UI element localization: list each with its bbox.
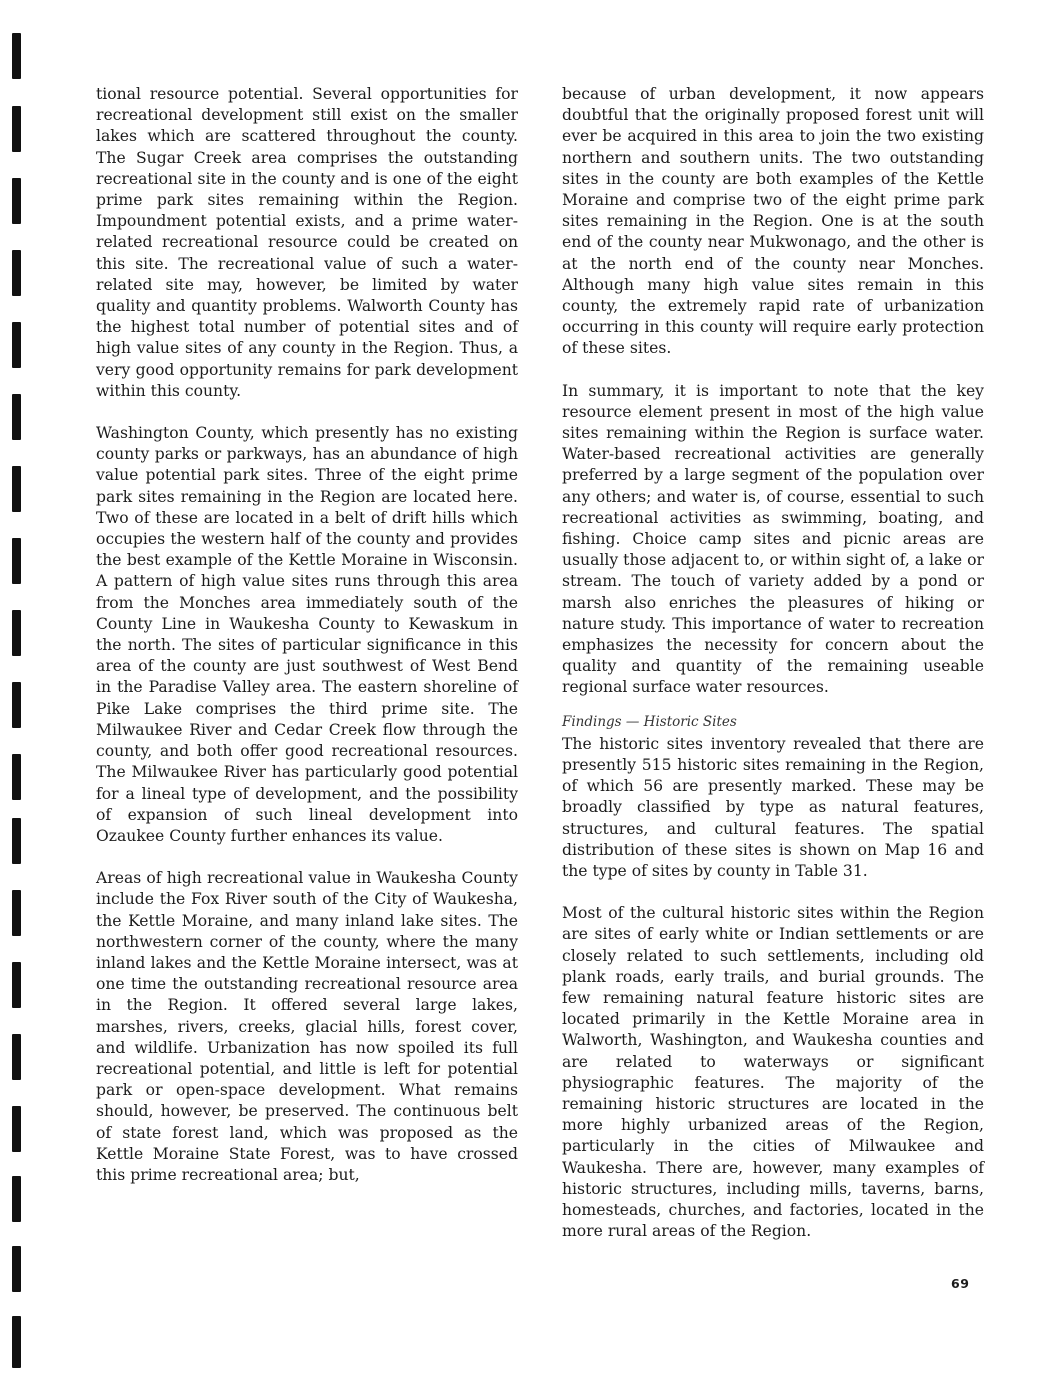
binding-hole-mark (12, 178, 21, 224)
paragraph-waukesha-county: Areas of high recreational value in Waukesha County include the Fox River south of the City of Waukesha, the Kettle Moraine, and many inland lake sites. The northwestern corner of the county, where the many inland lakes and the Kettle Moraine intersect, was at one time the outstanding recreational resource area in the Region. It offered several large lakes, marshes, rivers, creeks, glacial hills, forest cover, and wildlife. Urbanization has now spoiled its full recreational potential, and little is left for potential park or open-space development. What remains should, however, be preserved. The continuous belt of state forest land, which was proposed as the Kettle Moraine State Forest, was to have crossed this prime recreational area; but, (96, 869, 518, 1184)
binding-hole-mark (12, 1106, 21, 1152)
binding-hole-mark (12, 538, 21, 584)
binding-hole-mark (12, 754, 21, 800)
binding-hole-mark (12, 250, 21, 296)
binding-hole-mark (12, 1176, 21, 1222)
binding-hole-mark (12, 1316, 21, 1368)
binding-hole-mark (12, 682, 21, 728)
binding-hole-mark (12, 322, 21, 368)
binding-hole-mark (12, 1034, 21, 1080)
paragraph-washington-county: Washington County, which presently has no existing county parks or parkways, has an abundance of high value potential park sites. Three of the eight prime park sites remaining in the Region are located here. Two of these are located in a belt of drift hills which occupies the western half of the county and provides the best example of the Kettle Moraine in Wisconsin. A pattern of high value sites runs through this area from the Monches area immediately south of the County Line in Waukesha County to Kewaskum in the north. The sites of particular significance in this area of the county are just southwest of West Bend in the Paradise Valley area. The eastern shoreline of Pike Lake comprises the third prime site. The Milwaukee River and Cedar Creek flow through the county, and both offer good recreational resources. The Milwaukee River has particularly good potential for a lineal type of development, and the possibility of expansion of such lineal development into Ozaukee County further enhances its value. (96, 424, 518, 845)
section-heading-historic-sites: Findings — Historic Sites (562, 713, 737, 730)
paragraph-walworth-continued: tional resource potential. Several opportunities for recreational development still exist on the smaller lakes which are scattered throughout the county. The Sugar Creek area comprises the outstanding recreational site in the county and is one of the eight prime park sites remaining within the Region. Impoundment potential exists, and a prime water-related recreational resource could be created on this site. The recreational value of such a water-related site may, however, be limited by water quality and quantity problems. Walworth County has the highest total number of potential sites and of high value sites of any county in the Region. Thus, a very good opportunity remains for park development within this county. (96, 85, 518, 400)
binding-hole-mark (12, 466, 21, 512)
paragraph-cultural-historic-sites: Most of the cultural historic sites within the Region are sites of early white or Indian settlements or are closely related to such settlements, including old plank roads, early trails, and burial grounds. The few remaining natural feature historic sites are located primarily in the Kettle Moraine area in Walworth, Washington, and Waukesha counties and are related to waterways or significant physiographic features. The majority of the remaining historic structures are located in the more highly urbanized areas of the Region, particularly in the cities of Milwaukee and Waukesha. There are, however, many examples of historic structures, including mills, taverns, barns, homesteads, churches, and factories, located in the more rural areas of the Region. (562, 904, 984, 1241)
page-number: 69 (951, 1276, 970, 1291)
binding-hole-mark (12, 394, 21, 440)
paragraph-historic-inventory: The historic sites inventory revealed that there are presently 515 historic sites remaining in the Region, of which 56 are presently marked. These may be broadly classified by type as natural features, structures, and cultural features. The spatial distribution of these sites is shown on Map 16 and the type of sites by county in Table 31. (562, 734, 984, 880)
paragraph-summary: In summary, it is important to note that the key resource element present in most of the high value sites remaining within the Region is surface water. Water-based recreational activities are generally preferred by a large segment of the population over any others; and water is, of course, essential to such recreational activities as swimming, boating, and fishing. Choice camp sites and picnic areas are usually those adjacent to, or within sight of, a lake or stream. The touch of variety added by a pond or marsh also enriches the pleasures of hiking or nature study. This importance of water to recreation emphasizes the necessity for concern about the quality and quantity of the remaining useable regional surface water resources. (562, 381, 984, 697)
right-text-column (562, 84, 984, 1242)
binding-hole-mark (12, 1246, 21, 1292)
binding-hole-mark (12, 962, 21, 1008)
binding-hole-mark (12, 890, 21, 936)
binding-hole-mark (12, 818, 21, 864)
binding-hole-mark (12, 33, 21, 79)
binding-hole-mark (12, 610, 21, 656)
binding-hole-mark (12, 106, 21, 152)
left-text-column (96, 84, 518, 1186)
paragraph-waukesha-continued: because of urban development, it now appears doubtful that the originally proposed forest unit will ever be acquired in this area to join the two existing northern and southern units. The two outstanding sites in the county are both examples of the Kettle Moraine and comprise two of the eight prime park sites remaining in the Region. One is at the south end of the county near Mukwonago, and the other is at the north end of the county near Monches. Although many high value sites remain in this county, the extremely rapid rate of urbanization occurring in this county will require early protection of these sites. (562, 85, 984, 358)
